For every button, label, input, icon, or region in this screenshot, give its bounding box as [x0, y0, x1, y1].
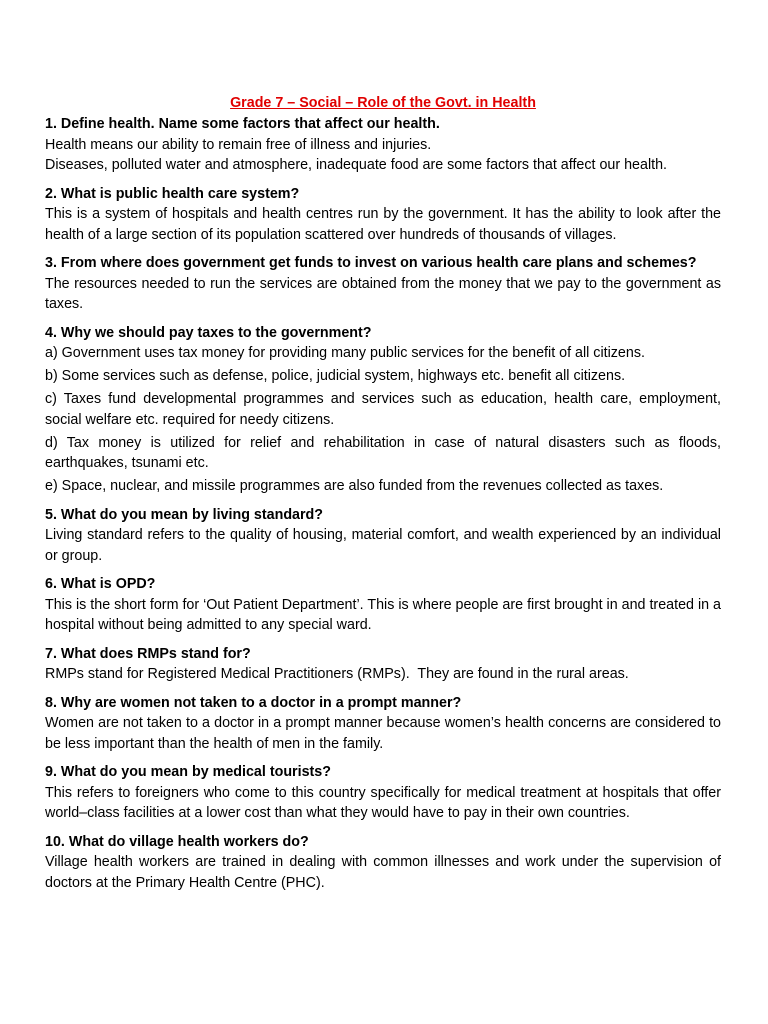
answer-line: Health means our ability to remain free of illness and injuries.: [45, 136, 432, 153]
answer-line: This refers to foreigners who come to this country specifically for medical treatment at hospitals that offer world–class facilities at a lower cost than what they would have to pay in their own countries.: [45, 784, 721, 821]
answer-item: d) Tax money is utilized for relief and rehabilitation in case of natural disasters such as floods, earthquakes, tsunami etc.: [45, 434, 721, 471]
answer-line: This is the short form for ‘Out Patient Department’. This is where people are first brought in and treated in a hospital without being admitted to any special ward.: [45, 596, 721, 633]
question: 5. What do you mean by living standard?: [45, 506, 324, 523]
answer-line: This is a system of hospitals and health centres run by the government. It has the ability to look after the health of a large section of its population scattered over hundreds of thousands of villages.: [45, 206, 721, 243]
answer-line: RMPs stand for Registered Medical Practitioners (RMPs). They are found in the rural areas.: [45, 666, 629, 682]
answer-item: b) Some services such as defense, police, judicial system, highways etc. benefit all citizens.: [45, 368, 626, 384]
qa-block-4: [45, 323, 721, 497]
question: 1. Define health. Name some factors that affect our health.: [45, 116, 440, 132]
question: 8. Why are women not taken to a doctor in a prompt manner?: [45, 694, 462, 711]
question: 7. What does RMPs stand for?: [45, 645, 251, 662]
qa-block-5: [45, 505, 721, 567]
answer-line: Women are not taken to a doctor in a prompt manner because women’s health concerns are considered to be less important than the health of men in the family.: [45, 715, 721, 752]
qa-block-1: [45, 114, 721, 176]
document-title: Grade 7 – Social – Role of the Govt. in Health: [230, 95, 536, 111]
answer-line: Living standard refers to the quality of housing, material comfort, and wealth experienced by an individual or group.: [45, 527, 721, 564]
question: 4. Why we should pay taxes to the government?: [45, 324, 372, 341]
question: 10. What do village health workers do?: [45, 833, 309, 850]
qa-block-7: [45, 644, 721, 685]
qa-block-2: [45, 184, 721, 246]
answer-line: The resources needed to run the services are obtained from the money that we pay to the government as taxes.: [45, 275, 721, 312]
qa-block-8: [45, 693, 721, 755]
answer-item: e) Space, nuclear, and missile programmes are also funded from the revenues collected as taxes.: [45, 478, 664, 494]
qa-block-9: [45, 762, 721, 824]
question: 2. What is public health care system?: [45, 185, 300, 202]
answer-item: c) Taxes fund developmental programmes and services such as education, health care, employment, social welfare etc. required for needy citizens.: [45, 391, 721, 428]
answer-line: Diseases, polluted water and atmosphere, inadequate food are some factors that affect our health.: [45, 157, 668, 173]
question: 9. What do you mean by medical tourists?: [45, 764, 331, 780]
answer-item: a) Government uses tax money for providing many public services for the benefit of all citizens.: [45, 345, 645, 361]
question: 6. What is OPD?: [45, 576, 156, 592]
question: 3. From where does government get funds to invest on various health care plans and schemes?: [45, 255, 697, 271]
answer-line: Village health workers are trained in dealing with common illnesses and work under the supervision of doctors at the Primary Health Centre (PHC).: [45, 854, 721, 891]
qa-block-3: [45, 253, 721, 315]
document-page: [45, 93, 721, 901]
qa-block-6: [45, 574, 721, 636]
qa-block-10: [45, 832, 721, 894]
